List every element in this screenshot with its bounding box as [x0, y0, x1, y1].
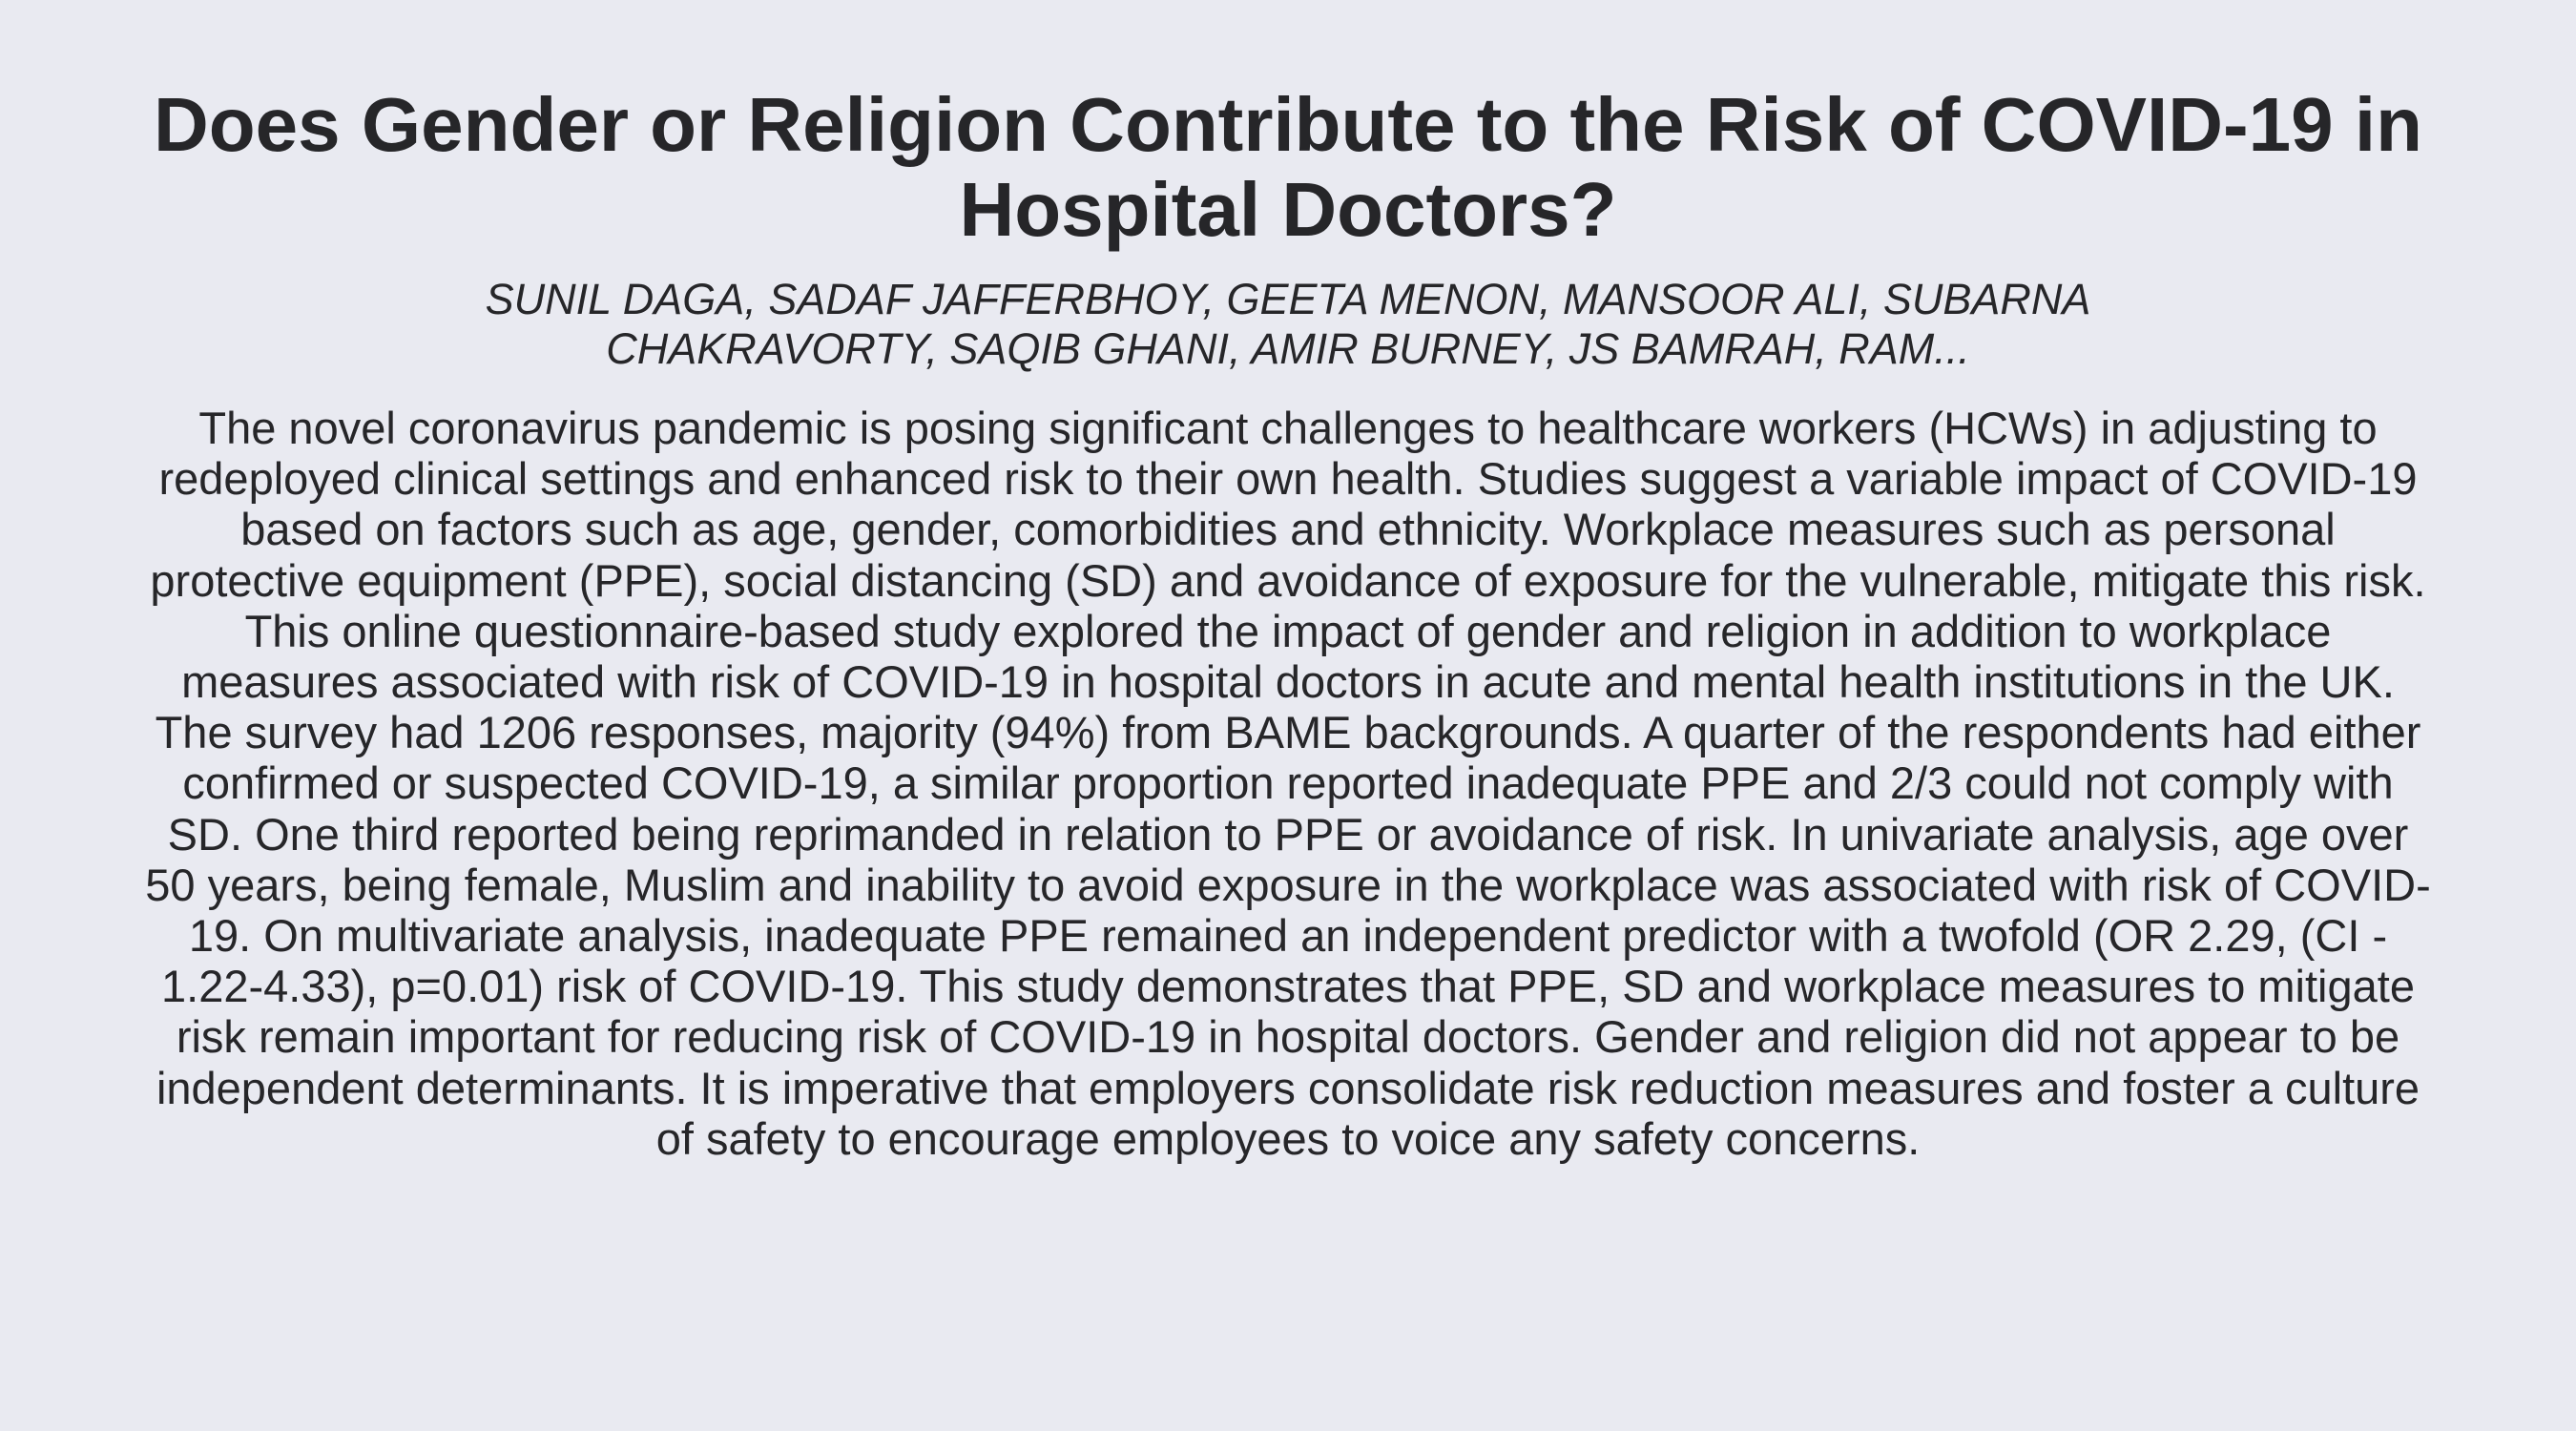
paper-abstract: The novel coronavirus pandemic is posing significant challenges to healthcare workers (HCWs) in adjusting to redeployed clinical settings and enhanced risk to their own health. Studies suggest a variable impact of COVID-19 based on factors such as age, gender, comorbidities and ethnicity. Workplace measures such as personal protective equipment (PPE), social distancing (SD) and avoidance of exposure for the vulnerable, mitigate this risk. This online questionnaire-based study explored the impact of gender and religion in addition to workplace measures associated with risk of COVID-19 in hospital doctors in acute and mental health institutions in the UK. The survey had 1206 responses, majority (94%) from BAME backgrounds. A quarter of the respondents had either confirmed or suspected COVID-19, a similar proportion reported inadequate PPE and 2/3 could not comply with SD. One third reported being reprimanded in relation to PPE or avoidance of risk. In univariate analysis, age over 50 years, being female, Muslim and inability to avoid exposure in the workplace was associated with risk of COVID-19. On multivariate analysis, inadequate PPE remained an independent predictor with a twofold (OR 2.29, (CI - 1.22-4.33), p=0.01) risk of COVID-19. This study demonstrates that PPE, SD and workplace measures to mitigate risk remain important for reducing risk of COVID-19 in hospital doctors. Gender and religion did not appear to be independent determinants. It is imperative that employers consolidate risk reduction measures and foster a culture of safety to encourage employees to voice any safety concerns. — [145, 403, 2431, 1164]
paper-title: Does Gender or Religion Contribute to the Risk of COVID-19 in Hospital Doctors? — [154, 82, 2422, 252]
paper-authors: SUNIL DAGA, SADAF JAFFERBHOY, GEETA MENON, MANSOOR ALI, SUBARNA CHAKRAVORTY, SAQIB GHANI, AMIR BURNEY, JS BAMRAH, RAM... — [485, 275, 2091, 373]
